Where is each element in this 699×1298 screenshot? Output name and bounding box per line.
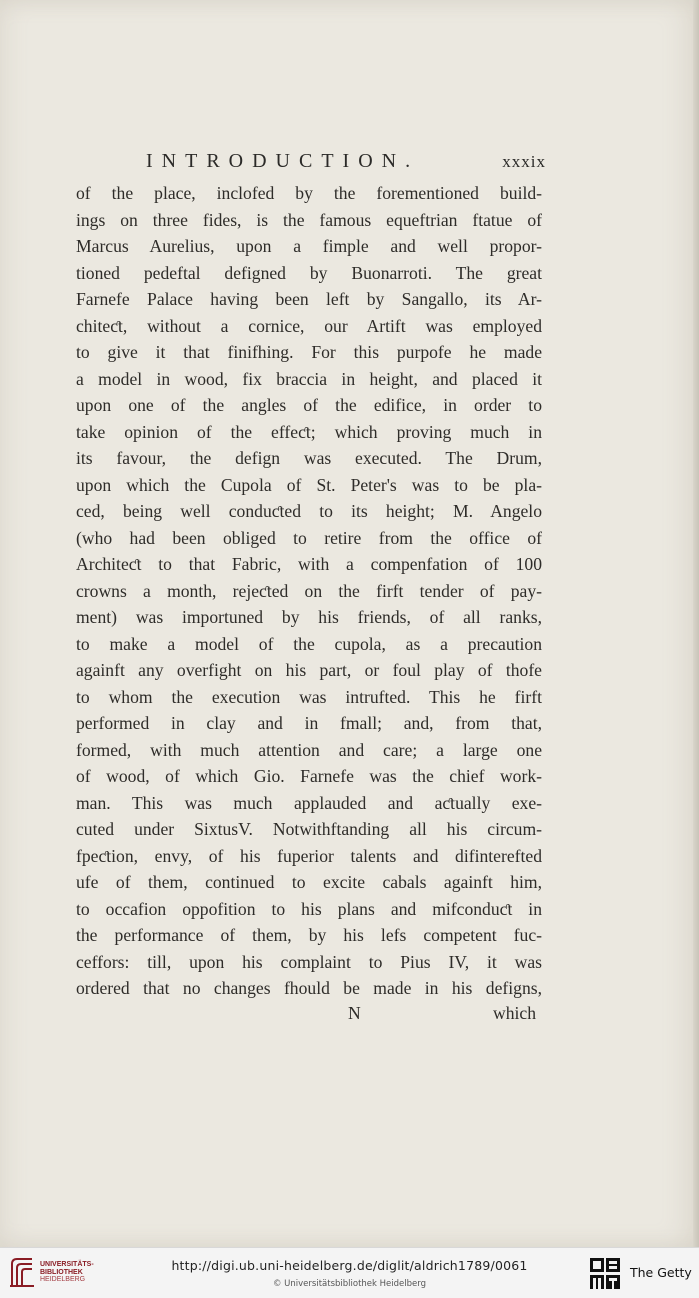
- footer-bar: [0, 1247, 699, 1298]
- partner-name: The Getty: [630, 1265, 692, 1280]
- text-line: ufe of them, continued to excite cabals againft him,: [76, 872, 542, 892]
- body-text: [76, 180, 542, 1002]
- text-line: upon one of the angles of the edifice, in order to: [76, 395, 542, 415]
- text-line: ceffors: till, upon his complaint to Pius IV, it was: [76, 951, 542, 972]
- getty-logo-icon: [589, 1257, 621, 1291]
- text-line: ment) was importuned by his friends, of all ranks,: [76, 607, 542, 627]
- text-line: the performance of them, by his lefs competent fuc-: [76, 925, 542, 945]
- text-line: ings on three fides, is the famous equeftrian ftatue of: [76, 209, 542, 230]
- text-line: ced, being well conduƈted to its height; M. Angelo: [76, 501, 542, 521]
- text-line: to occafion oppofition to his plans and mifconduƈt in: [76, 898, 542, 919]
- running-title: INTRODUCTION.: [146, 150, 420, 172]
- text-line: crowns a month, rejeƈted on the firft tender of pay-: [76, 580, 542, 601]
- text-line: take opinion of the effeƈt; which proving much in: [76, 421, 542, 442]
- page-edge-shadow: [693, 0, 699, 1247]
- text-line: cuted under SixtusV. Notwithftanding all his circum-: [76, 819, 542, 839]
- text-line: tioned pedeftal defigned by Buonarroti. The great: [76, 262, 542, 283]
- signature-mark: N: [348, 1003, 361, 1023]
- library-name-line1: UNIVERSITÄTS-: [40, 1261, 94, 1268]
- text-line: to give it that finifhing. For this purpofe he made: [76, 342, 542, 362]
- text-line: ordered that no changes fhould be made in his defigns,: [76, 978, 542, 998]
- text-line: to whom the execution was intrufted. This he firft: [76, 686, 542, 707]
- page-number: xxxix: [502, 152, 546, 171]
- text-line: Architeƈt to that Fabric, with a compenfation of 100: [76, 554, 542, 574]
- text-line: of wood, of which Gio. Farnefe was the chief work-: [76, 766, 542, 786]
- text-line: its favour, the defign was executed. The Drum,: [76, 448, 542, 468]
- text-line: man. This was much applauded and aƈtually exe-: [76, 792, 542, 813]
- running-head: [146, 150, 546, 176]
- catchword: which: [493, 1003, 536, 1023]
- text-line: upon which the Cupola of St. Peter's was to be pla-: [76, 474, 542, 495]
- catchword-line: [76, 1003, 542, 1029]
- text-line: chiteƈt, without a cornice, our Artift was employed: [76, 315, 542, 336]
- text-line: (who had been obliged to retire from the office of: [76, 527, 542, 548]
- copyright-notice: © Universitätsbibliothek Heidelberg: [272, 1279, 426, 1289]
- text-line: fpeƈtion, envy, of his fuperior talents and difinterefted: [76, 845, 542, 866]
- text-line: a model in wood, fix braccia in height, and placed it: [76, 368, 542, 389]
- text-line: of the place, inclofed by the forementioned build-: [76, 183, 542, 203]
- text-line: performed in clay and in fmall; and, from that,: [76, 713, 542, 733]
- text-line: to make a model of the cupola, as a precaution: [76, 633, 542, 654]
- text-line: againft any overfight on his part, or foul play of thofe: [76, 660, 542, 680]
- library-name-line3: HEIDELBERG: [40, 1276, 86, 1283]
- permalink-url[interactable]: http://digi.ub.uni-heidelberg.de/diglit/aldrich1789/0061: [171, 1258, 528, 1273]
- text-line: formed, with much attention and care; a large one: [76, 739, 542, 760]
- text-line: Marcus Aurelius, upon a fimple and well propor-: [76, 236, 542, 256]
- library-name-line2: BIBLIOTHEK: [40, 1268, 83, 1276]
- text-line: Farnefe Palace having been left by Sangallo, its Ar-: [76, 289, 542, 309]
